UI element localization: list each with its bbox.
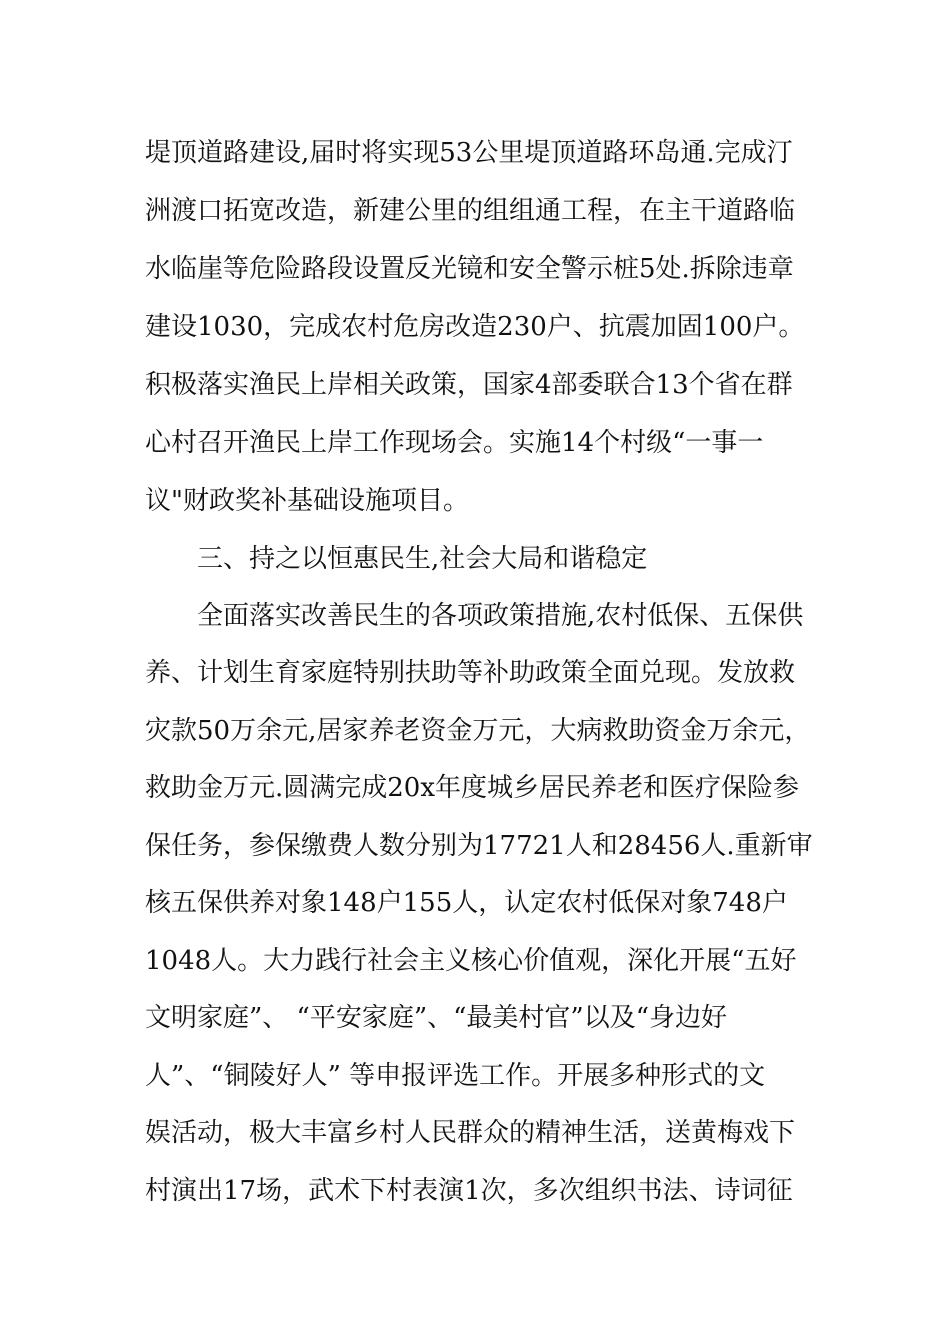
text-line-2: 洲渡口拓宽改造，新建公里的组组通工程，在主干道路临 [145, 196, 796, 226]
text-line-16: 文明家庭”、 “平安家庭”、“最美村官”以及“身边好 [145, 1003, 728, 1033]
text-line-4: 建设1030，完成农村危房改造230户、抗震加固100户。 [145, 312, 805, 342]
text-line-1: 堤顶道路建设,届时将实现53公里堤顶道路环岛通.完成汀 [145, 138, 793, 168]
text-line-13: 保任务，参保缴费人数分别为17721人和28456人.重新审 [145, 831, 813, 861]
text-line-12: 救助金万元.圆满完成20x年度城乡居民养老和医疗保险参 [145, 773, 800, 803]
text-line-5: 积极落实渔民上岸相关政策，国家4部委联合13个省在群 [145, 370, 793, 400]
text-line-9: 全面落实改善民生的各项政策措施,农村低保、五保供 [145, 601, 804, 631]
text-line-3: 水临崖等危险路段设置反光镜和安全警示桩5处.拆除违章 [145, 254, 794, 284]
text-line-7: 议"财政奖补基础设施项目。 [145, 486, 469, 516]
text-line-15: 1048人。大力践行社会主义核心价值观，深化开展“五好 [145, 946, 797, 976]
text-line-18: 娱活动，极大丰富乡村人民群众的精神生活，送黄梅戏下 [145, 1118, 796, 1148]
text-line-10: 养、计划生育家庭特别扶助等补助政策全面兑现。发放救 [145, 658, 796, 688]
text-line-11: 灾款50万余元,居家养老资金万元，大病救助资金万余元， [145, 716, 811, 746]
section-heading: 三、持之以恒惠民生,社会大局和谐稳定 [145, 544, 648, 574]
text-line-14: 核五保供养对象148户155人，认定农村低保对象748户 [145, 888, 788, 918]
text-line-19: 村演出17场，武术下村表演1次，多次组织书法、诗词征 [145, 1176, 793, 1206]
text-line-6: 心村召开渔民上岸工作现场会。实施14个村级“一事一 [145, 428, 764, 458]
text-line-17: 人”、“铜陵好人” 等申报评选工作。开展多种形式的文 [145, 1061, 766, 1091]
